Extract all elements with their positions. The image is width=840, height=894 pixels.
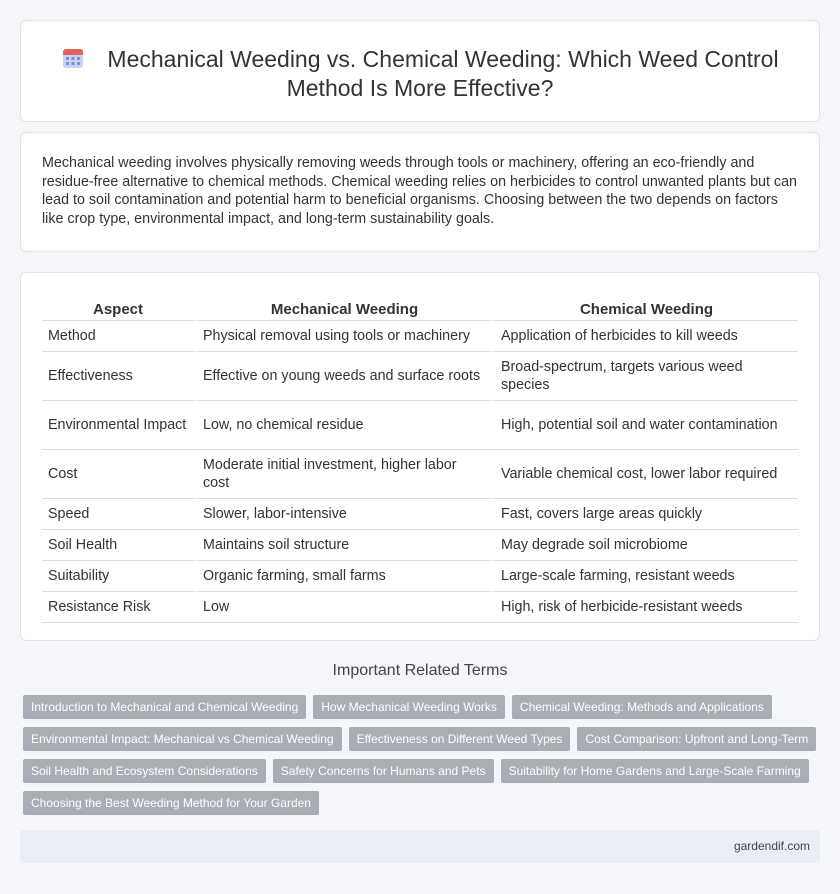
footer bbox=[20, 830, 820, 863]
related-terms-title: Important Related Terms bbox=[332, 662, 508, 679]
cell-aspect: Environmental Impact bbox=[42, 401, 194, 450]
cell-chemical: Fast, covers large areas quickly bbox=[492, 499, 798, 530]
table-row bbox=[42, 499, 798, 530]
tag-row bbox=[23, 727, 823, 751]
cell-chemical: May degrade soil microbiome bbox=[492, 530, 798, 561]
header-aspect: Aspect bbox=[42, 295, 194, 321]
intro-card bbox=[20, 132, 820, 252]
table-row bbox=[42, 592, 798, 623]
cell-chemical: Broad-spectrum, targets various weed species bbox=[492, 352, 798, 401]
table-row bbox=[42, 352, 798, 401]
table-row bbox=[42, 401, 798, 450]
cell-mechanical: Organic farming, small farms bbox=[194, 561, 492, 592]
header-mechanical: Mechanical Weeding bbox=[194, 295, 492, 321]
intro-paragraph: Mechanical weeding involves physically removing weeds through tools or machinery, offering an eco-friendly and residue-free alternative to chemical methods. Chemical weeding relies on herbicides to control unwanted plants but can lead to soil contamination and potential harm to beneficial organisms. Choosing between the two depends on factors like crop type, environmental impact, and long-term sustainability goals. bbox=[42, 155, 797, 227]
related-tag-link[interactable]: Environmental Impact: Mechanical vs Chemical Weeding bbox=[23, 727, 342, 751]
table-row bbox=[42, 561, 798, 592]
related-tag-link[interactable]: Cost Comparison: Upfront and Long-Term bbox=[577, 727, 816, 751]
related-tag-link[interactable]: Introduction to Mechanical and Chemical Weeding bbox=[23, 695, 306, 719]
tag-row bbox=[23, 695, 823, 719]
table-row bbox=[42, 450, 798, 499]
cell-aspect: Effectiveness bbox=[42, 352, 194, 401]
tag-row bbox=[23, 791, 823, 815]
related-tag-link[interactable]: Soil Health and Ecosystem Considerations bbox=[23, 759, 266, 783]
page-title-wrap bbox=[51, 45, 789, 103]
cell-aspect: Speed bbox=[42, 499, 194, 530]
cell-mechanical: Effective on young weeds and surface roots bbox=[194, 352, 492, 401]
related-tag-link[interactable]: Effectiveness on Different Weed Types bbox=[349, 727, 571, 751]
cell-chemical: High, risk of herbicide-resistant weeds bbox=[492, 592, 798, 623]
cell-aspect: Method bbox=[42, 321, 194, 352]
cell-chemical: Large-scale farming, resistant weeds bbox=[492, 561, 798, 592]
table-row bbox=[42, 530, 798, 561]
related-tag-link[interactable]: Chemical Weeding: Methods and Applications bbox=[512, 695, 772, 719]
related-tag-link[interactable]: How Mechanical Weeding Works bbox=[313, 695, 505, 719]
table-row bbox=[42, 321, 798, 352]
related-tag-link[interactable]: Safety Concerns for Humans and Pets bbox=[273, 759, 494, 783]
related-tag-link[interactable]: Suitability for Home Gardens and Large-Scale Farming bbox=[501, 759, 809, 783]
cell-aspect: Cost bbox=[42, 450, 194, 499]
footer-site-link[interactable]: gardendif.com bbox=[733, 839, 810, 853]
header-card bbox=[20, 20, 820, 122]
cell-aspect: Suitability bbox=[42, 561, 194, 592]
comparison-table bbox=[42, 295, 798, 623]
related-tags bbox=[23, 695, 823, 823]
cell-mechanical: Moderate initial investment, higher labor cost bbox=[194, 450, 492, 499]
cell-chemical: Application of herbicides to kill weeds bbox=[492, 321, 798, 352]
table-header-row bbox=[42, 295, 798, 321]
related-tag-link[interactable]: Choosing the Best Weeding Method for Your Garden bbox=[23, 791, 319, 815]
calendar-icon bbox=[61, 46, 85, 70]
cell-aspect: Soil Health bbox=[42, 530, 194, 561]
cell-chemical: High, potential soil and water contamination bbox=[492, 401, 798, 450]
cell-aspect: Resistance Risk bbox=[42, 592, 194, 623]
cell-mechanical: Low, no chemical residue bbox=[194, 401, 492, 450]
tag-row bbox=[23, 759, 823, 783]
cell-mechanical: Maintains soil structure bbox=[194, 530, 492, 561]
cell-mechanical: Slower, labor-intensive bbox=[194, 499, 492, 530]
cell-mechanical: Low bbox=[194, 592, 492, 623]
cell-chemical: Variable chemical cost, lower labor required bbox=[492, 450, 798, 499]
page-title: Mechanical Weeding vs. Chemical Weeding: Which Weed Control Method Is More Effective? bbox=[107, 46, 779, 101]
cell-mechanical: Physical removal using tools or machinery bbox=[194, 321, 492, 352]
header-chemical: Chemical Weeding bbox=[492, 295, 798, 321]
comparison-card bbox=[20, 272, 820, 641]
